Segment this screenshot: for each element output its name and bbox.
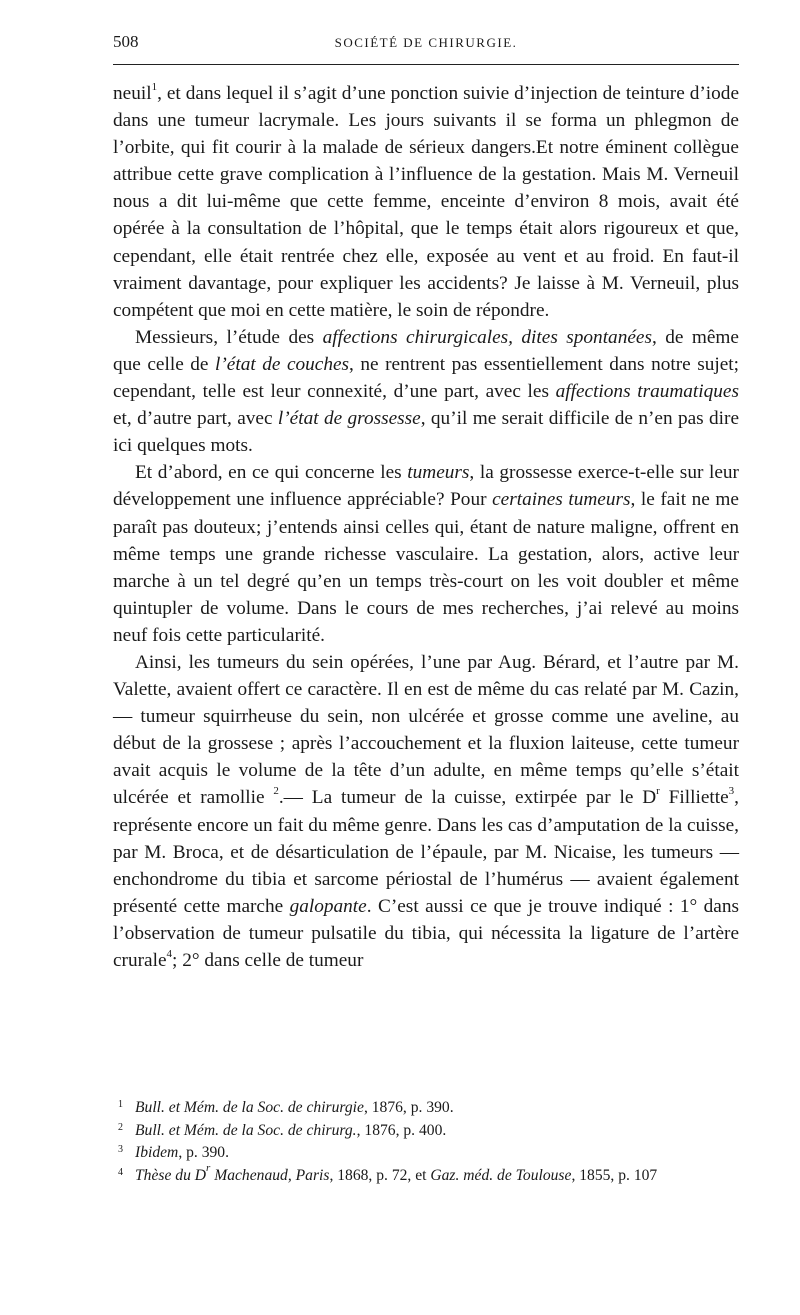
text-run: , 1876, p. 390. bbox=[363, 1099, 454, 1116]
italic-text: Bull. et Mém. de la Soc. de chirurg. bbox=[135, 1121, 357, 1139]
footnote-mark: 2 bbox=[118, 1121, 123, 1133]
italic-text: Machenaud, Paris bbox=[210, 1166, 330, 1184]
italic-text: galopante bbox=[289, 895, 367, 917]
text-run: et, d’autre part, avec bbox=[113, 408, 278, 430]
superscript-mark: r bbox=[206, 1162, 211, 1175]
text-run: , la grossesse exerce-t-elle sur leur développement une influence appréciable? Pour bbox=[113, 462, 739, 511]
superscript-mark: r bbox=[656, 785, 660, 798]
paragraph bbox=[113, 324, 739, 459]
italic-text: certaines tumeurs bbox=[492, 489, 631, 511]
text-run: , ne rentrent pas essentiellement dans notre sujet; cependant, telle est leur connexité, d’une part, avec les bbox=[113, 353, 739, 403]
text-run: ; 2° dans celle de tumeur bbox=[172, 950, 364, 971]
text-run: Messieurs, l’étude des bbox=[135, 326, 323, 348]
italic-text: tumeurs bbox=[407, 462, 470, 484]
text-run: Filliette bbox=[659, 787, 729, 809]
footnote bbox=[113, 1097, 739, 1120]
paragraph bbox=[113, 649, 739, 974]
text-run: , 1855, p. 107 bbox=[571, 1166, 658, 1184]
footnotes bbox=[113, 1097, 739, 1187]
page-header bbox=[113, 28, 739, 56]
footnote-mark: 4 bbox=[118, 1166, 123, 1178]
italic-text: l’état de grossesse bbox=[277, 408, 421, 430]
text-run: .— La tumeur de la cuisse, extirpée par le D bbox=[278, 787, 657, 809]
page-number: 508 bbox=[113, 32, 139, 51]
text-run: , et dans lequel il s’agit d’une ponction suivie d’injection de teinture d’iode dans une tumeur lacrymale. Les jours suivants il se forma un phlegmon de l’orbite, qui fit courir à la malade de sérieux dangers.Et notre éminent collègue attribue cette grave complication à l’influence de la gestation. Mais M. Verneuil nous a dit lui-même que cette femme, enceinte d’environ 8 mois, avait été opérée à la consultation de l’hôpital, que le temps était alors rigoureux et que, cependant, elle était rentrée chez elle, exposée au vent et au froid. En faut-il vraiment davantage, pour expliquer les accidents? Je laisse à M. Verneuil, plus compétent que moi en cette matière, le soin de répondre. bbox=[113, 83, 739, 321]
superscript-mark: 4 bbox=[166, 947, 173, 960]
footnote bbox=[113, 1162, 739, 1188]
text-run: , représente encore un fait du même genre. Dans les cas d’amputation de la cuisse, par M. Broca, et de désarticulation de l’épaule, par M. Nicaise, les tumeurs — enchondrome du tibia et sarcome périostal de l’humérus — avaient également présenté cette marche bbox=[113, 787, 739, 917]
text-run: neuil bbox=[113, 83, 152, 104]
body-text bbox=[113, 80, 739, 974]
text-run: , 1868, p. 72, et bbox=[329, 1166, 431, 1184]
italic-text: Bull. et Mém. de la Soc. de chirurgie bbox=[135, 1099, 364, 1116]
italic-text: Thèse du D bbox=[135, 1166, 207, 1184]
italic-text: l’état de couches bbox=[215, 353, 350, 375]
superscript-mark: 1 bbox=[151, 80, 158, 93]
footnote-mark: 1 bbox=[118, 1099, 123, 1110]
text-run: Ainsi, les tumeurs du sein opérées, l’une par Aug. Bérard, et l’autre par M. Valette, avaient offert ce caractère. Il en est de même du cas relaté par M. Cazin, — tumeur squirrheuse du sein, non ulcérée et grosse comme une aveline, au début de la grossese ; après l’accouchement et la fluxion laiteuse, cette tumeur avait acquis le volume de la tête d’un adulte, en même temps qu’elle s’était ulcérée et ramollie bbox=[113, 651, 739, 809]
text-run: , p. 390. bbox=[178, 1144, 229, 1161]
paragraph bbox=[113, 459, 739, 649]
footnote bbox=[113, 1120, 739, 1143]
text-run: Et d’abord, en ce qui concerne les bbox=[135, 462, 408, 484]
superscript-mark: 2 bbox=[273, 785, 279, 798]
text-run: , de même que celle de bbox=[113, 326, 739, 375]
text-run: , le fait ne me paraît pas douteux; j’entends ainsi celles qui, étant de nature maligne, offrent en même temps une grande richesse vasculaire. La gestation, alors, active leur marche à un tel degré qu’en un temps très-court on les voit doubler et même quintupler de volume. Dans le cours de mes recherches, j’ai relevé au moins neuf fois cette particularité. bbox=[113, 489, 739, 646]
header-rule bbox=[113, 64, 739, 65]
superscript-mark: 3 bbox=[728, 785, 735, 798]
italic-text: affections traumatiques bbox=[555, 381, 739, 403]
text-run: . C’est aussi ce que je trouve indiqué : 1° dans l’observation de tumeur pulsatile du tibia, qui nécessita la ligature de l’artère crurale bbox=[113, 895, 739, 971]
italic-text: affections chirurgicales, dites spontanées bbox=[322, 326, 652, 348]
text-run: , qu’il me serait difficile de n’en pas dire ici quelques mots. bbox=[113, 408, 739, 457]
paragraph bbox=[113, 80, 739, 324]
footnote-mark: 3 bbox=[118, 1144, 123, 1155]
italic-text: Ibidem bbox=[135, 1144, 179, 1161]
italic-text: Gaz. méd. de Toulouse bbox=[430, 1166, 572, 1184]
text-run: , 1876, p. 400. bbox=[356, 1121, 447, 1139]
running-title: SOCIÉTÉ DE CHIRURGIE. bbox=[334, 35, 518, 50]
